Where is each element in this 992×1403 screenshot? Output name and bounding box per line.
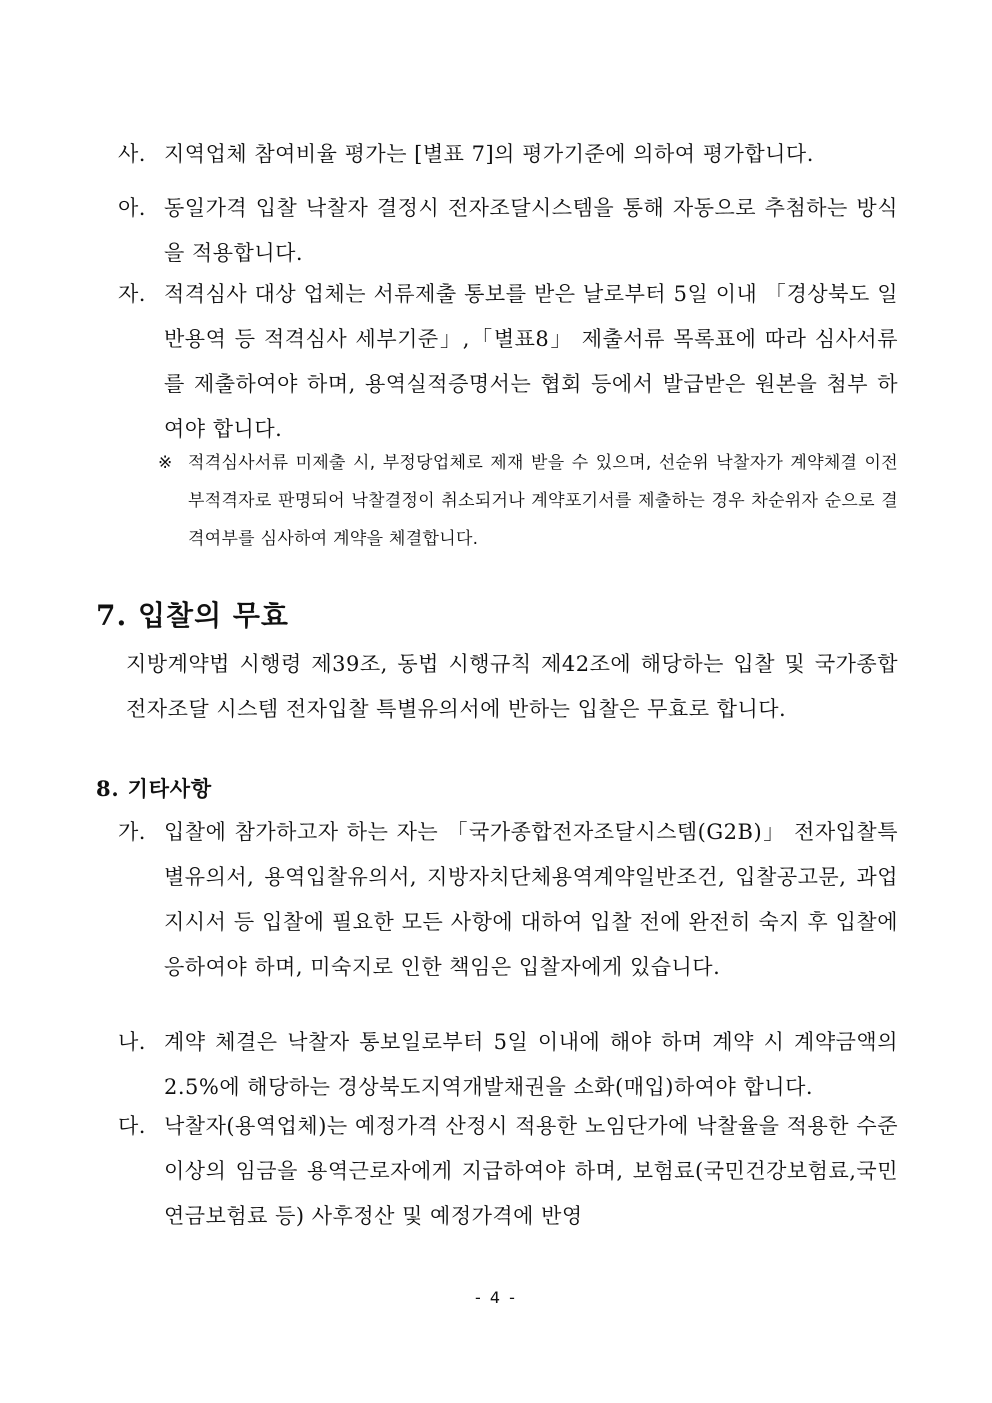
note-text: 적격심사서류 미제출 시, 부정당업체로 제재 받을 수 있으며, 선순위 낙찰자가 계약체결 이전 부적격자로 판명되어 낙찰결정이 취소되거나 계약포기서를 제출하는 경우 차순위자 순으로 결격여부를 심사하여 계약을 체결합니다. [188, 453, 898, 549]
list-marker: 가. [118, 820, 146, 844]
list-marker: 사. [118, 142, 146, 166]
list-item-text: 동일가격 입찰 낙찰자 결정시 전자조달시스템을 통해 자동으로 추첨하는 방식을 적용합니다. [164, 196, 898, 265]
list-item-text: 낙찰자(용역업체)는 예정가격 산정시 적용한 노임단가에 낙찰율을 적용한 수준 이상의 임금을 용역근로자에게 지급하여야 하며, 보험료(국민건강보험료,국민연금보험료 등) 사후정산 및 예정가격에 반영 [164, 1114, 898, 1228]
page-number: - 4 - [475, 1288, 517, 1307]
section-7-text: 지방계약법 시행령 제39조, 동법 시행규칙 제42조에 해당하는 입찰 및 국가종합 전자조달 시스템 전자입찰 특별유의서에 반하는 입찰은 무효로 합니다. [126, 652, 898, 721]
section-8-heading: 8. 기타사항 [96, 776, 212, 801]
list-item-na [118, 1020, 898, 1110]
list-marker: 나. [118, 1030, 146, 1054]
list-marker: 자. [118, 282, 146, 306]
list-item-text: 입찰에 참가하고자 하는 자는 「국가종합전자조달시스템(G2B)」 전자입찰특별유의서, 용역입찰유의서, 지방자치단체용역계약일반조건, 입찰공고문, 과업지시서 등 입찰에 필요한 모든 사항에 대하여 입찰 전에 완전히 숙지 후 입찰에 응하여야 하며, 미숙지로 인한 책임은 입찰자에게 있습니다. [164, 820, 898, 979]
list-marker: 아. [118, 196, 146, 220]
list-item-ja [118, 272, 898, 452]
list-item-text: 적격심사 대상 업체는 서류제출 통보를 받은 날로부터 5일 이내 「경상북도 일반용역 등 적격심사 세부기준」,「별표8」 제출서류 목록표에 따라 심사서류를 제출하여야 하며, 용역실적증명서는 협회 등에서 발급받은 원본을 첨부 하여야 합니다. [164, 282, 898, 441]
list-item-text: 지역업체 참여비율 평가는 [별표 7]의 평가기준에 의하여 평가합니다. [164, 142, 814, 166]
list-item-a [118, 186, 898, 276]
list-item-da [118, 1104, 898, 1239]
list-marker: 다. [118, 1114, 146, 1138]
section-7-heading: 7. 입찰의 무효 [96, 599, 289, 632]
list-item-text: 계약 체결은 낙찰자 통보일로부터 5일 이내에 해야 하며 계약 시 계약금액의 2.5%에 해당하는 경상북도지역개발채권을 소화(매입)하여야 합니다. [164, 1030, 898, 1099]
list-item-ga [118, 810, 898, 990]
list-item-sa [118, 132, 898, 177]
note-block [158, 444, 898, 558]
note-marker: ※ [158, 453, 173, 473]
